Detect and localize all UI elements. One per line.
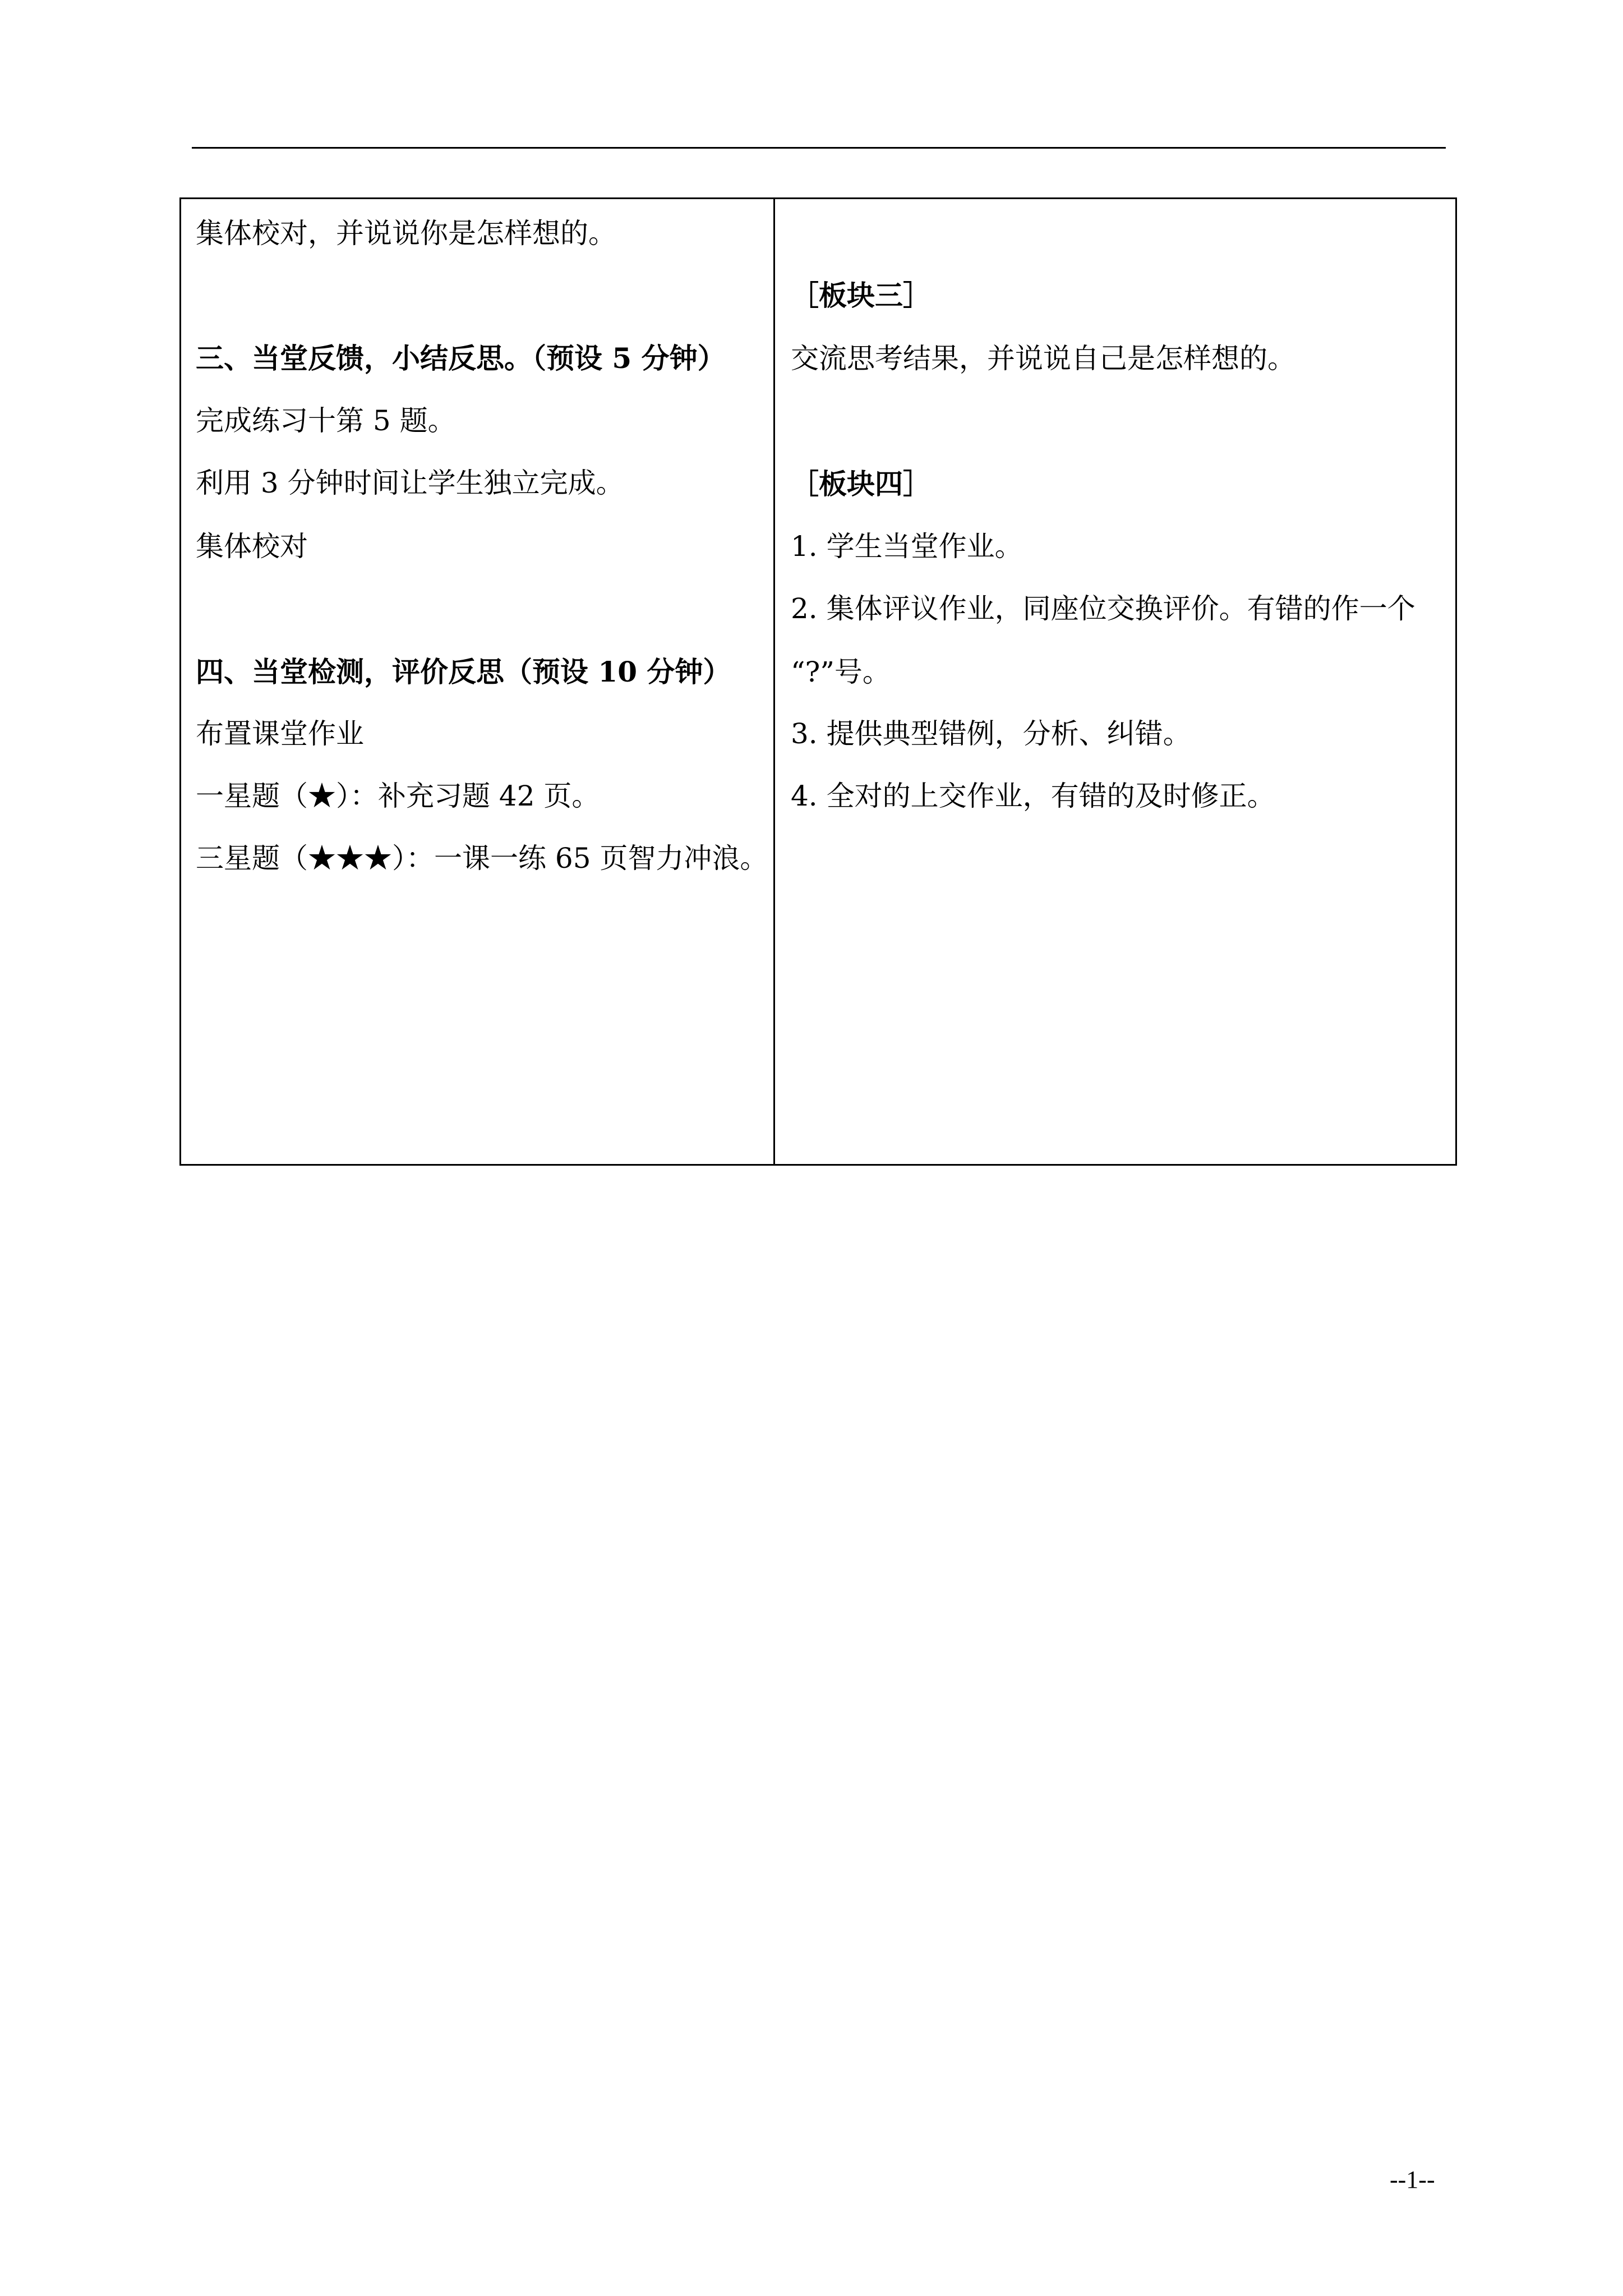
header-rule	[192, 147, 1446, 149]
block-four-item-3: 3. 提供典型错例，分析、纠错。	[791, 717, 1191, 750]
section-four-heading: 四、当堂检测，评价反思（预设 10 分钟）	[196, 655, 731, 688]
teacher-activity-cell	[181, 199, 774, 1164]
homework-label: 布置课堂作业	[196, 717, 364, 750]
three-star-task: 三星题（★★★）：一课一练 65 页智力冲浪。	[196, 842, 768, 875]
block-four-item-2-continued: “?”号。	[791, 656, 891, 688]
section-three-heading: 三、当堂反馈，小结反思。（预设 5 分钟）	[196, 342, 726, 375]
block-four-heading: ［板块四］	[791, 467, 931, 500]
block-four-item-1: 1. 学生当堂作业。	[791, 530, 1023, 563]
independent-work-instruction: 利用 3 分钟时间让学生独立完成。	[196, 467, 624, 499]
block-three-heading: ［板块三］	[791, 279, 931, 312]
lesson-table	[179, 197, 1457, 1166]
collective-check-instruction: 集体校对，并说说你是怎样想的。	[196, 217, 616, 250]
block-four-item-2: 2. 集体评议作业，同座位交换评价。有错的作一个	[791, 592, 1415, 625]
block-four-item-4: 4. 全对的上交作业，有错的及时修正。	[791, 780, 1275, 812]
collective-check-label: 集体校对	[196, 530, 308, 563]
student-activity-cell	[775, 199, 1457, 1164]
exercise-instruction: 完成练习十第 5 题。	[196, 404, 456, 437]
block-three-text: 交流思考结果，并说说自己是怎样想的。	[791, 342, 1295, 375]
one-star-task: 一星题（★）：补充习题 42 页。	[196, 780, 600, 812]
page-number: --1--	[1390, 2166, 1435, 2193]
